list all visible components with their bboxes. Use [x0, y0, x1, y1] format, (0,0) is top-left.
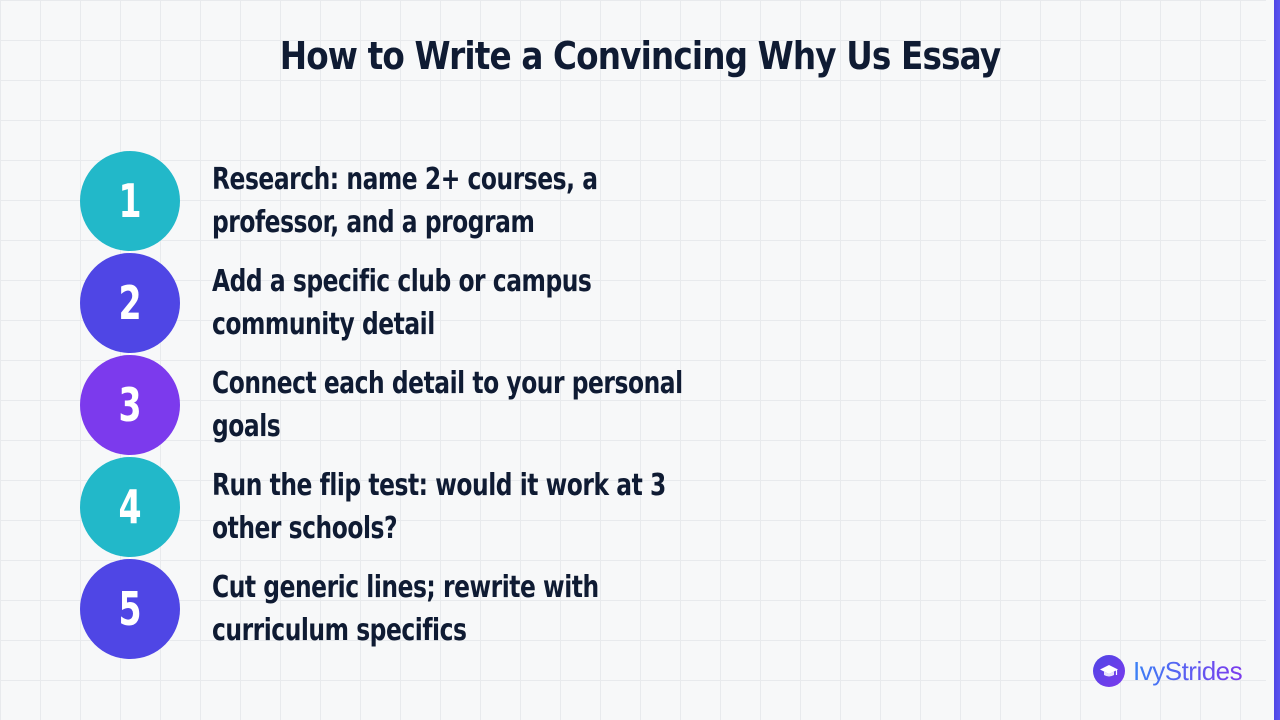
step-number: 2: [118, 276, 142, 330]
step-number: 3: [118, 378, 142, 432]
step-text: Research: name 2+ courses, a professor, and a program: [212, 162, 598, 240]
step-3: [80, 355, 780, 455]
brand-logo: [1093, 655, 1242, 687]
step-number-circle: [80, 253, 180, 353]
step-2: [80, 253, 780, 353]
step-number-circle: [80, 559, 180, 659]
step-text: Connect each detail to your personal goals: [212, 366, 683, 444]
step-label: [212, 253, 852, 353]
step-text: Add a specific club or campus community detail: [212, 264, 592, 342]
step-label: [212, 151, 852, 251]
step-number-circle: [80, 355, 180, 455]
step-label: [212, 355, 852, 455]
step-label: [212, 457, 852, 557]
step-number-circle: [80, 151, 180, 251]
step-text: Run the flip test: would it work at 3 other schools?: [212, 468, 666, 546]
step-number: 1: [118, 174, 142, 228]
step-text: Cut generic lines; rewrite with curriculum specifics: [212, 570, 599, 648]
step-1: [80, 151, 780, 251]
step-4: [80, 457, 780, 557]
graduation-cap-icon: [1093, 655, 1125, 687]
right-edge-accent: [1266, 0, 1280, 720]
page-title: How to Write a Convincing Why Us Essay: [279, 34, 1001, 78]
step-number: 4: [118, 480, 142, 534]
brand-name: IvyStrides: [1133, 655, 1243, 686]
step-number: 5: [118, 582, 142, 636]
step-5: [80, 559, 780, 659]
step-number-circle: [80, 457, 180, 557]
step-label: [212, 559, 852, 659]
